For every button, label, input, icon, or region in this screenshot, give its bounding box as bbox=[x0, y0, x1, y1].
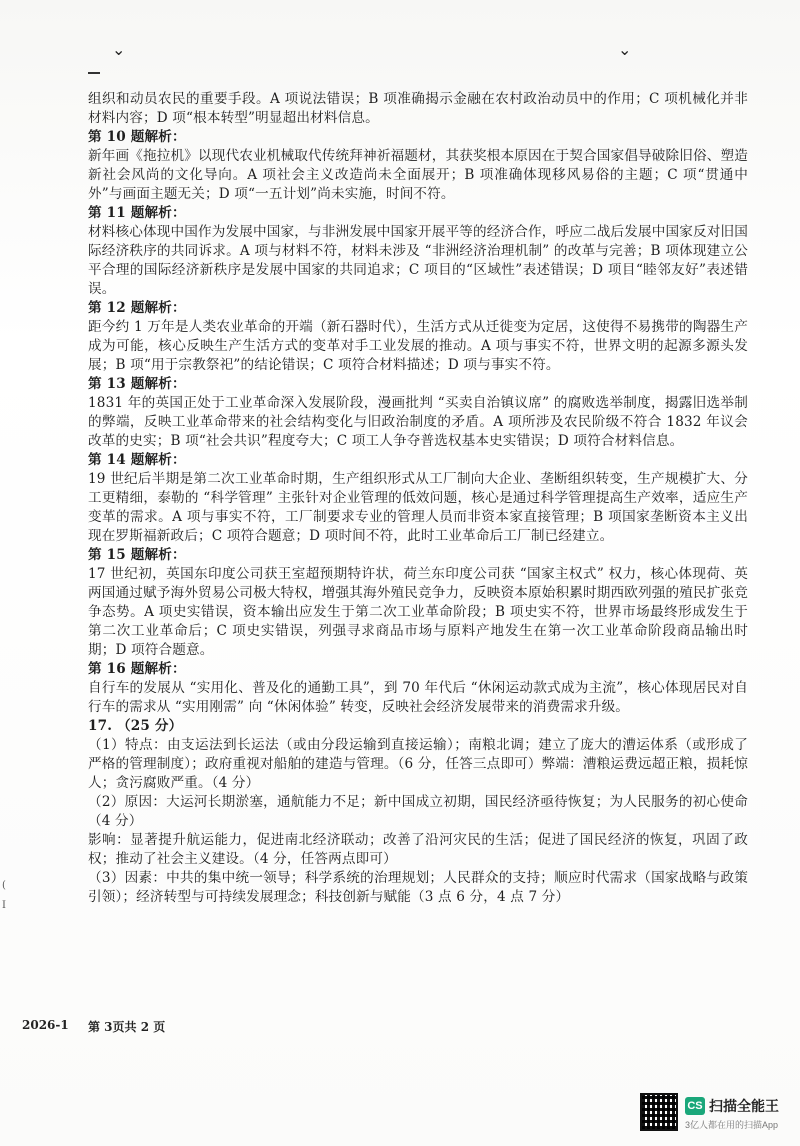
camscanner-logo-icon: CS bbox=[685, 1097, 705, 1115]
left-margin-mark-b: I bbox=[2, 900, 6, 911]
paragraph-q17-part3: （3）因素：中共的集中统一领导；科学系统的治理规划；人民群众的支持；顺应时代需求（国家战略与政策引领）；经济转型与可持续发展理念；科技创新与赋能（3 点 6 分，4 点 7 分） bbox=[88, 870, 748, 905]
paragraph-q17-part2-effects: 影响：显著提升航运能力，促进南北经济联动；改善了沿河灾民的生活；促进了国民经济的恢复，巩固了政权；推动了社会主义建设。（4 分，任答两点即可） bbox=[88, 832, 748, 867]
paragraph-q14: 19 世纪后半期是第二次工业革命时期，生产组织形式从工厂制向大企业、垄断组织转变，生产规模扩大、分工更精细，泰勒的 “科学管理” 主张针对企业管理的低效问题，核心是通过科学管理提高生产效率，适应生产变革的需求。A 项与事实不符，工厂制要求专业的管理人员而非资本家直接管理；B 项国家垄断资本主义出现在罗斯福新政后；C 项符合题意；D 项时间不符，此时工业革命后工厂制已经建立。 bbox=[88, 471, 748, 544]
paragraph-q12: 距今约 1 万年是人类农业革命的开端（新石器时代），生活方式从迁徙变为定居，这使得不易携带的陶器生产成为可能，核心反映生产生活方式的变革对手工业发展的推动。A 项与事实不符，世界文明的起源多源头发展；B 项“用于宗教祭祀”的结论错误；C 项符合材料描述；D 项与事实不符。 bbox=[88, 319, 748, 373]
paragraph-q9-tail: 组织和动员农民的重要手段。A 项说法错误；B 项准确揭示金融在农村政治动员中的作用；C 项机械化并非材料内容；D 项“根本转型”明显超出材料信息。 bbox=[88, 91, 748, 126]
heading-q15: 第 15 题解析： bbox=[88, 547, 186, 563]
paragraph-q16: 自行车的发展从 “实用化、普及化的通勤工具”，到 70 年代后 “休闲运动款式成为主流”，核心体现居民对自行车的需求从 “实用刚需” 向 “休闲体验” 转变，反映社会经济发展带来的消费需求升级。 bbox=[88, 680, 748, 715]
top-dash-mark bbox=[88, 72, 100, 74]
heading-q12: 第 12 题解析： bbox=[88, 300, 186, 316]
heading-q11: 第 11 题解析： bbox=[88, 205, 186, 221]
paragraph-q11: 材料核心体现中国作为发展中国家，与非洲发展中国家开展平等的经济合作，呼应二战后发展中国家反对旧国际经济秩序的共同诉求。A 项与材料不符，材料未涉及 “非洲经济治理机制” 的改革与完善；B 项体现建立公平合理的国际经济新秩序是发展中国家的共同追求；C 项目的“区域性”表述错误；D 项目“睦邻友好”表述错误。 bbox=[88, 224, 748, 297]
brand-name: 扫描全能王 bbox=[709, 1098, 779, 1114]
qr-code-icon bbox=[640, 1093, 678, 1131]
paragraph-q17-part2-reasons: （2）原因：大运河长期淤塞，通航能力不足；新中国成立初期，国民经济亟待恢复；为人民服务的初心使命（4 分） bbox=[88, 794, 748, 829]
brand-tagline: 3亿人都在用的扫描App bbox=[685, 1120, 779, 1130]
heading-q14: 第 14 题解析： bbox=[88, 452, 186, 468]
scan-corner-mark-left: ⌄ bbox=[112, 40, 126, 59]
paragraph-q10: 新年画《拖拉机》以现代农业机械取代传统拜神祈福题材，其获奖根本原因在于契合国家倡导破除旧俗、塑造新社会风尚的文化导向。A 项社会主义改造尚未全面展开；B 项准确体现移风易俗的主题；C 项“贯通中外”与画面主题无关；D 项“一五计划”尚未实施，时间不符。 bbox=[88, 148, 748, 202]
heading-q17: 17. （25 分） bbox=[88, 718, 183, 734]
answer-explanations bbox=[88, 90, 748, 907]
heading-q10: 第 10 题解析： bbox=[88, 129, 186, 145]
scan-corner-mark-right: ⌄ bbox=[618, 40, 632, 59]
heading-q13: 第 13 题解析： bbox=[88, 376, 186, 392]
paragraph-q15: 17 世纪初，英国东印度公司获王室超预期特许状，荷兰东印度公司获 “国家主权式” 权力，核心体现荷、英两国通过赋予海外贸易公司极大特权，增强其海外殖民竞争力，反映资本原始积累时期西欧列强的殖民扩张竞争态势。A 项史实错误，资本输出应发生于第二次工业革命阶段；B 项史实不符，世界市场最终形成发生于第二次工业革命后；C 项史实错误，列强寻求商品市场与原料产地发生在第一次工业革命阶段商品输出时期；D 项符合题意。 bbox=[88, 566, 748, 658]
paragraph-q17-part1: （1）特点：由支运法到长运法（或由分段运输到直接运输）；南粮北调；建立了庞大的漕运体系（或形成了严格的管理制度）；政府重视对船舶的建造与管理。（6 分，任答三点即可）弊端：漕粮运费远超正粮，损耗惊人；贪污腐败严重。（4 分） bbox=[88, 737, 748, 791]
left-margin-mark-a: ( bbox=[2, 880, 6, 891]
paragraph-q13: 1831 年的英国正处于工业革命深入发展阶段，漫画批判 “买卖自治镇议席” 的腐败选举制度，揭露旧选举制的弊端，反映工业革命带来的社会结构变化与旧政治制度的矛盾。A 项所涉及农民阶级不符合 1832 年议会改革的史实；B 项“社会共识”程度夸大；C 项工人争夺普选权基本史实错误；D 项符合材料信息。 bbox=[88, 395, 748, 449]
footer-page-number: 第 3页共 2 页 bbox=[88, 1020, 166, 1034]
footer-code: 2026-1 bbox=[22, 1018, 69, 1032]
heading-q16: 第 16 题解析： bbox=[88, 661, 186, 677]
